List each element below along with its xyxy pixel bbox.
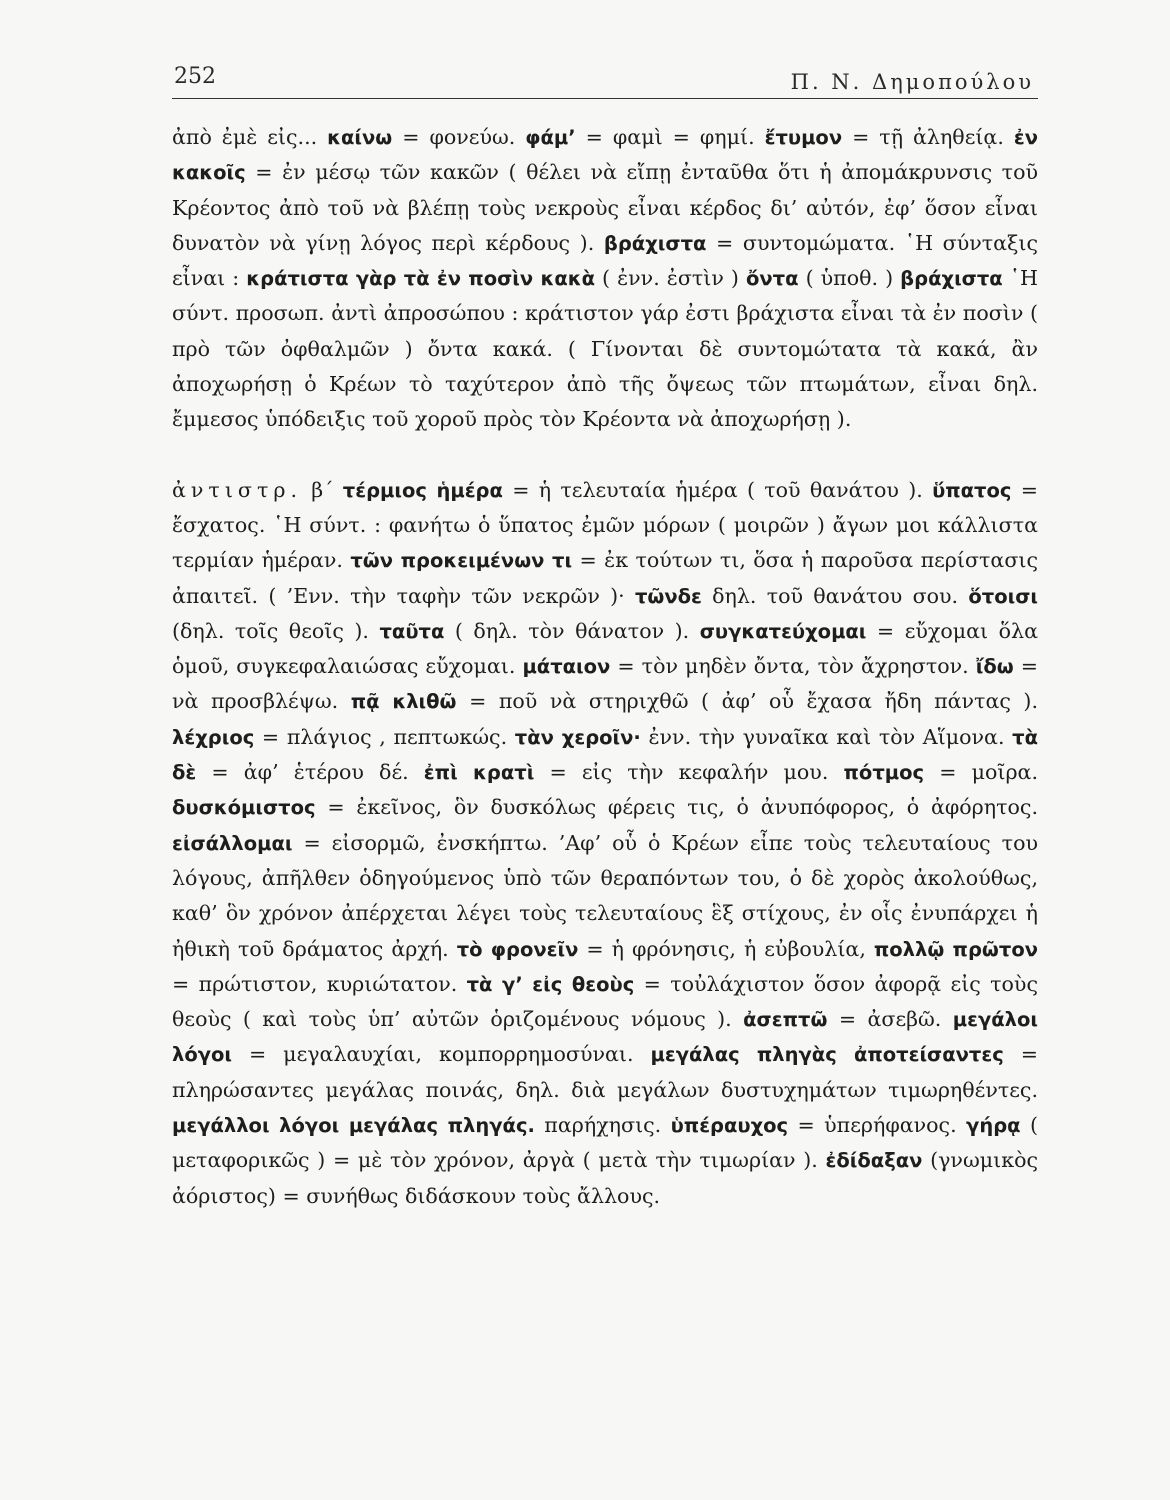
lemma-term: ταῦτα <box>379 619 445 643</box>
gloss-text: = φονεύω. <box>392 125 526 149</box>
gloss-text: = εἰσορμῶ, ἐνσκήπτω. ’Αφ’ οὗ ὁ Κρέων εἶπε τοὺς τελευταίους του λόγους, ἀπῆλθεν ὁδηγούμενος ὑπὸ τῶν θεραπόντων του, ὁ δὲ χορὸς ἀκολούθως, καθ’ ὃν χρόνον ἀπέρχεται λέγει τοὺς τελευταίους ἓξ στίχους, ἐν οἷς ἐνυπάρχει ἡ ἠθικὴ τοῦ δράματος ἀρχή. <box>172 830 1038 961</box>
page-header <box>172 58 1038 102</box>
body-text <box>172 120 1038 1214</box>
gloss-text: = πρώτιστον, κυριώτατον. <box>172 971 467 996</box>
gloss-text: = τὸν μηδὲν ὄντα, τὸν ἄχρηστον. <box>610 654 976 679</box>
lemma-term: τῶν προκειμένων τι <box>350 549 573 573</box>
gloss-text: ( ὑποθ. ) <box>798 266 901 291</box>
gloss-text: = ἡ φρόνησις, ἡ εὐβουλία, <box>578 936 874 961</box>
gloss-text: = ἔσχατος. ῾Η σύντ. : φανήτω ὁ ὕπατος ἐμῶν μόρων ( μοιρῶν ) ἄγων μοι κάλλιστα τερμίαν ἡμέραν. <box>172 477 1038 573</box>
gloss-text: = πληρώσαντες μεγάλας ποινάς, δηλ. διὰ μεγάλων δυστυχημάτων τιμωρηθέντες. <box>172 1042 1039 1102</box>
gloss-text: = συντομώματα. ῾Η σύνταξις εἶναι : <box>172 230 1039 291</box>
gloss-text: ( ἐνν. ἐστὶν ) <box>594 266 746 291</box>
lemma-term: ἐν κακοῖς <box>172 126 1038 185</box>
paragraph-2 <box>172 473 1038 1214</box>
lemma-term: βράχιστα <box>900 267 1003 291</box>
lemma-term: τὸ φρονεῖν <box>456 937 579 961</box>
gloss-text: = εὔχομαι ὅλα ὁμοῦ, συγκεφαλαιώσας εὔχομαι. <box>172 618 1039 679</box>
paragraph-1 <box>172 120 1038 438</box>
lemma-term: μάταιον <box>522 655 611 679</box>
lemma-term: συγκατεύχομαι <box>699 619 867 643</box>
gloss-text: = φαμὶ = φημί. <box>575 125 765 149</box>
lemma-term: βράχιστα <box>603 231 707 255</box>
lemma-term: ἐδίδαξαν <box>825 1149 923 1173</box>
gloss-text: = ἀσεβῶ. <box>827 1007 953 1032</box>
gloss-text: = ἀφ’ ἑτέρου δέ. <box>196 760 424 785</box>
gloss-text: = μοῖρα. <box>924 760 1039 785</box>
lemma-term: τὰ γ’ εἰς θεοὺς <box>466 972 635 996</box>
lemma-term: μεγάλλοι λόγοι μεγάλας πληγάς. <box>172 1114 535 1138</box>
gloss-text: (δηλ. τοῖς θεοῖς ). <box>172 618 380 643</box>
gloss-text: = νὰ προσβλέψω. <box>172 654 1039 714</box>
lemma-term: τὰν χεροῖν· <box>514 725 641 749</box>
page-number: 252 <box>174 64 216 89</box>
lemma-term: πολλῷ πρῶτον <box>873 937 1038 961</box>
lemma-term: τὰ δὲ <box>172 725 1038 785</box>
gloss-text: = ἡ τελευταία ἡμέρα ( τοῦ θανάτου ). <box>502 477 933 502</box>
gloss-text: ( δηλ. τὸν θάνατον ). <box>444 618 700 643</box>
lemma-term: εἰσάλλομαι <box>172 831 293 855</box>
lemma-term: γήρᾳ <box>966 1114 1021 1138</box>
gloss-text: = τοὐλάχιστον ὅσον ἀφορᾷ εἰς τοὺς θεοὺς ( καὶ τοὺς ὑπ’ αὐτῶν ὁριζομένους νόμους ). <box>172 971 1038 1032</box>
gloss-text: = ἐν μέσῳ τῶν κακῶν ( θέλει νὰ εἴπῃ ἐνταῦθα ὅτι ἡ ἀπομάκρυνσις τοῦ Κρέοντος ἀπὸ τοῦ νὰ βλέπῃ τοὺς νεκροὺς εἶναι κέρδος δι’ αὐτόν, ἐφ’ ὅσον εἶναι δυνατὸν νὰ γίνῃ λόγος περὶ κέρδους ). <box>172 160 1038 255</box>
gloss-text: = ποῦ νὰ στηριχθῶ ( ἀφ’ οὗ ἔχασα ἤδη πάντας ). <box>456 689 1039 714</box>
gloss-text: ῾Η σύντ. προσωπ. ἀντὶ ἀπροσώπου : κράτιστον γάρ ἐστι βράχιστα εἶναι τὰ ἐν ποσὶν ( πρὸ τῶν ὀφθαλμῶν ) ὄντα κακά. ( Γίνονται δὲ συντομώτατα τὰ κακά, ἂν ἀποχωρήσῃ ὁ Κρέων τὸ ταχύτερον ἀπὸ τῆς ὄψεως τῶν πτωμάτων, εἶναι δηλ. ἔμμεσος ὑπόδειξις τοῦ χοροῦ πρὸς τὸν Κρέοντα νὰ ἀποχωρήσῃ ). <box>172 266 1039 432</box>
lemma-term: τέρμιος ἡμέρα <box>342 478 503 502</box>
lemma-term: πότμος <box>843 761 925 785</box>
lemma-term: ἀσεπτῶ <box>743 1008 828 1032</box>
gloss-text: ( μεταφορικῶς ) = μὲ τὸν χρόνον, ἀργὰ ( μετὰ τὴν τιμωρίαν ). <box>172 1113 1038 1173</box>
lemma-term: πᾷ κλιθῶ <box>350 690 457 714</box>
gloss-text: β΄ <box>302 477 343 502</box>
gloss-text: ἐνν. τὴν γυναῖκα καὶ τὸν Αἵμονα. <box>640 724 1013 749</box>
lemma-term: ὄντα <box>746 267 799 291</box>
lemma-term: μεγάλοι λόγοι <box>172 1008 1038 1067</box>
gloss-text: (γνωμικὸς ἀόριστος) = συνήθως διδάσκουν τοὺς ἄλλους. <box>172 1148 1038 1208</box>
lemma-term: ὕπατος <box>932 478 1012 502</box>
lemma-term: μεγάλας πληγὰς ἀποτείσαντες <box>650 1043 1004 1067</box>
running-head: Π. Ν. Δημοπούλου <box>790 70 1034 94</box>
lemma-term: ὅτοισι <box>968 584 1038 608</box>
lemma-term: ὑπέραυχος <box>670 1114 789 1138</box>
gloss-text: ἀπὸ ἐμὲ εἰς... <box>172 125 328 149</box>
gloss-text: = εἰς τὴν κεφαλήν μου. <box>534 760 844 785</box>
lemma-term: ἐπὶ κρατὶ <box>423 761 535 785</box>
gloss-text: δηλ. τοῦ θανάτου σου. <box>701 583 969 608</box>
lemma-term: λέχριος <box>172 725 255 749</box>
lemma-term: ἴδω <box>975 655 1014 679</box>
gloss-text: = ἐκεῖνος, ὃν δυσκόλως φέρεις τις, ὁ ἀνυπόφορος, ὁ ἀφόρητος. <box>315 795 1038 820</box>
lemma-term: τῶνδε <box>634 584 702 608</box>
strophe-label: ἀντιστρ. <box>172 477 302 502</box>
gloss-text: παρήχησις. <box>534 1113 671 1138</box>
lemma-term: καίνω <box>327 126 393 149</box>
lemma-term: δυσκόμιστος <box>172 796 316 820</box>
header-rule <box>172 98 1038 99</box>
gloss-text: = ὑπερήφανος. <box>788 1113 967 1138</box>
gloss-text: = πλάγιος , πεπτωκώς. <box>254 724 515 749</box>
gloss-text: = μεγαλαυχίαι, κομπορρημοσύναι. <box>232 1042 651 1067</box>
lemma-term: κράτιστα γὰρ τὰ ἐν ποσὶν κακὰ <box>246 267 595 291</box>
gloss-text: = ἐκ τούτων τι, ὅσα ἡ παροῦσα περίστασις ἀπαιτεῖ. ( ’Ενν. τὴν ταφὴν τῶν νεκρῶν )· <box>172 548 1038 608</box>
lemma-term: ἔτυμον <box>764 126 843 149</box>
gloss-text: = τῇ ἀληθείᾳ. <box>842 125 1014 149</box>
lemma-term: φάμ’ <box>525 126 576 149</box>
